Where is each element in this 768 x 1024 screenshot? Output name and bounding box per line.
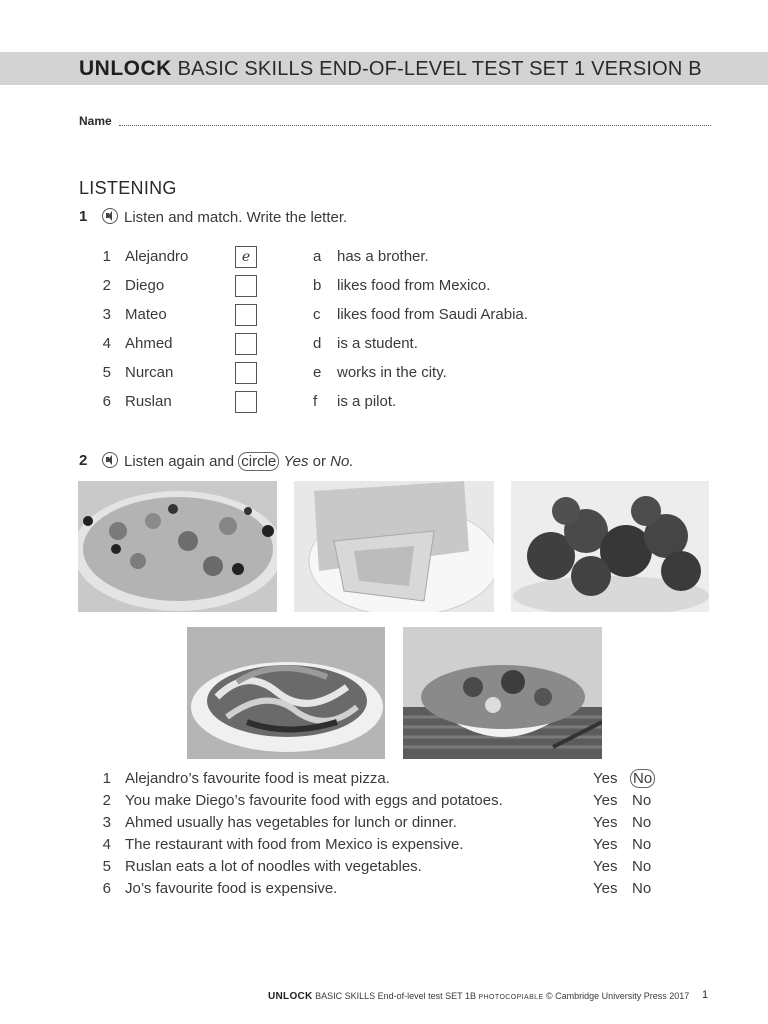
- instruction-no: No.: [330, 453, 354, 470]
- pizza-photo: [78, 481, 277, 612]
- match-row: [99, 306, 559, 326]
- match-name: Ruslan: [125, 393, 172, 410]
- answer-box[interactable]: [235, 275, 257, 297]
- name-label: Name: [79, 114, 112, 128]
- question-num: 6: [102, 880, 111, 897]
- yes-option[interactable]: Yes: [593, 792, 618, 809]
- question-row: [99, 836, 679, 858]
- match-num: 2: [102, 277, 111, 294]
- no-option[interactable]: No: [632, 880, 652, 897]
- option-letter: a: [313, 248, 322, 265]
- option-text: has a brother.: [337, 248, 429, 265]
- match-num: 1: [102, 248, 111, 265]
- no-option[interactable]: No: [632, 858, 652, 875]
- question-text: The restaurant with food from Mexico is expensive.: [125, 836, 464, 853]
- question-row: [99, 770, 679, 792]
- no-option[interactable]: No: [632, 836, 652, 853]
- question-text: Alejandro’s favourite food is meat pizza.: [125, 770, 390, 787]
- instruction-circle-word: circle: [238, 452, 279, 471]
- answer-box[interactable]: e: [235, 246, 257, 268]
- answer-box[interactable]: [235, 362, 257, 384]
- tortilla-photo: [294, 481, 494, 612]
- noodles-photo: [403, 627, 602, 759]
- question-num: 4: [102, 836, 111, 853]
- option-letter: e: [313, 364, 322, 381]
- footer-copyright: © Cambridge University Press 2017: [546, 991, 690, 1001]
- yes-option[interactable]: Yes: [593, 770, 618, 787]
- instruction-or: or: [312, 453, 326, 470]
- footer-photocopiable: PHOTOCOPIABLE: [478, 994, 544, 1001]
- exercise2-number: 2: [79, 452, 88, 469]
- audio-icon[interactable]: [102, 452, 118, 468]
- yes-option[interactable]: Yes: [593, 858, 618, 875]
- page-title: [79, 57, 702, 81]
- fajitas-image: [187, 627, 385, 759]
- exercise2-instruction: [102, 452, 354, 470]
- match-name: Nurcan: [125, 364, 174, 381]
- question-row: [99, 814, 679, 836]
- title-rest: END-OF-LEVEL TEST SET 1 VERSION B: [319, 58, 702, 80]
- name-field[interactable]: [79, 114, 711, 130]
- option-text: is a pilot.: [337, 393, 397, 410]
- match-name: Diego: [125, 277, 165, 294]
- match-row: [99, 393, 559, 413]
- yes-option[interactable]: Yes: [593, 836, 618, 853]
- instruction-pre: Listen again and: [124, 453, 235, 470]
- question-num: 3: [102, 814, 111, 831]
- question-row: [99, 858, 679, 880]
- footer: [268, 991, 689, 1002]
- no-option[interactable]: No: [632, 792, 652, 809]
- option-text: likes food from Saudi Arabia.: [337, 306, 528, 323]
- match-name: Ahmed: [125, 335, 173, 352]
- match-num: 3: [102, 306, 111, 323]
- answer-box[interactable]: [235, 333, 257, 355]
- instruction-yes: Yes: [283, 453, 309, 470]
- match-num: 6: [102, 393, 111, 410]
- title-strong: BASIC SKILLS: [177, 58, 314, 80]
- match-row: [99, 248, 559, 268]
- tortilla-image: [294, 481, 494, 612]
- noodles-image: [403, 627, 602, 759]
- match-name: Mateo: [125, 306, 167, 323]
- no-option[interactable]: No: [632, 814, 652, 831]
- exercise1-heading: [79, 208, 348, 226]
- option-letter: f: [313, 393, 318, 410]
- option-text: likes food from Mexico.: [337, 277, 491, 294]
- option-letter: d: [313, 335, 322, 352]
- section-title: LISTENING: [79, 178, 177, 198]
- question-row: [99, 880, 679, 902]
- question-num: 1: [102, 770, 111, 787]
- option-letter: b: [313, 277, 322, 294]
- match-num: 5: [102, 364, 111, 381]
- footer-text: BASIC SKILLS End-of-level test SET 1B: [315, 991, 477, 1001]
- exercise1-instruction-wrap: [102, 208, 347, 226]
- question-text: Jo’s favourite food is expensive.: [125, 880, 338, 897]
- question-text: Ruslan eats a lot of noodles with vegetables.: [125, 858, 422, 875]
- unlock-logo: UNLOCK: [79, 57, 172, 80]
- answer-box[interactable]: [235, 304, 257, 326]
- yes-option[interactable]: Yes: [593, 880, 618, 897]
- page-number: 1: [702, 989, 709, 1001]
- match-row: [99, 335, 559, 355]
- audio-icon[interactable]: [102, 208, 118, 224]
- question-num: 5: [102, 858, 111, 875]
- pizza-image: [78, 481, 277, 612]
- question-row: [99, 792, 679, 814]
- option-letter: c: [313, 306, 321, 323]
- no-option-circled[interactable]: No: [630, 769, 655, 788]
- match-num: 4: [102, 335, 111, 352]
- question-text: You make Diego’s favourite food with eggs and potatoes.: [125, 792, 503, 809]
- name-dotted-line[interactable]: [119, 125, 711, 126]
- match-row: [99, 277, 559, 297]
- exercise1-instruction: Listen and match. Write the letter.: [124, 209, 348, 226]
- match-row: [99, 364, 559, 384]
- answer-box[interactable]: [235, 391, 257, 413]
- falafel-image: [511, 481, 709, 612]
- footer-logo: UNLOCK: [268, 991, 313, 1002]
- option-text: is a student.: [337, 335, 418, 352]
- fajitas-photo: [187, 627, 385, 759]
- match-name: Alejandro: [125, 248, 189, 265]
- exercise2-heading: [79, 452, 354, 470]
- falafel-photo: [511, 481, 709, 612]
- question-num: 2: [102, 792, 111, 809]
- yes-option[interactable]: Yes: [593, 814, 618, 831]
- option-text: works in the city.: [337, 364, 447, 381]
- exercise1-number: 1: [79, 208, 88, 225]
- question-text: Ahmed usually has vegetables for lunch or dinner.: [125, 814, 457, 831]
